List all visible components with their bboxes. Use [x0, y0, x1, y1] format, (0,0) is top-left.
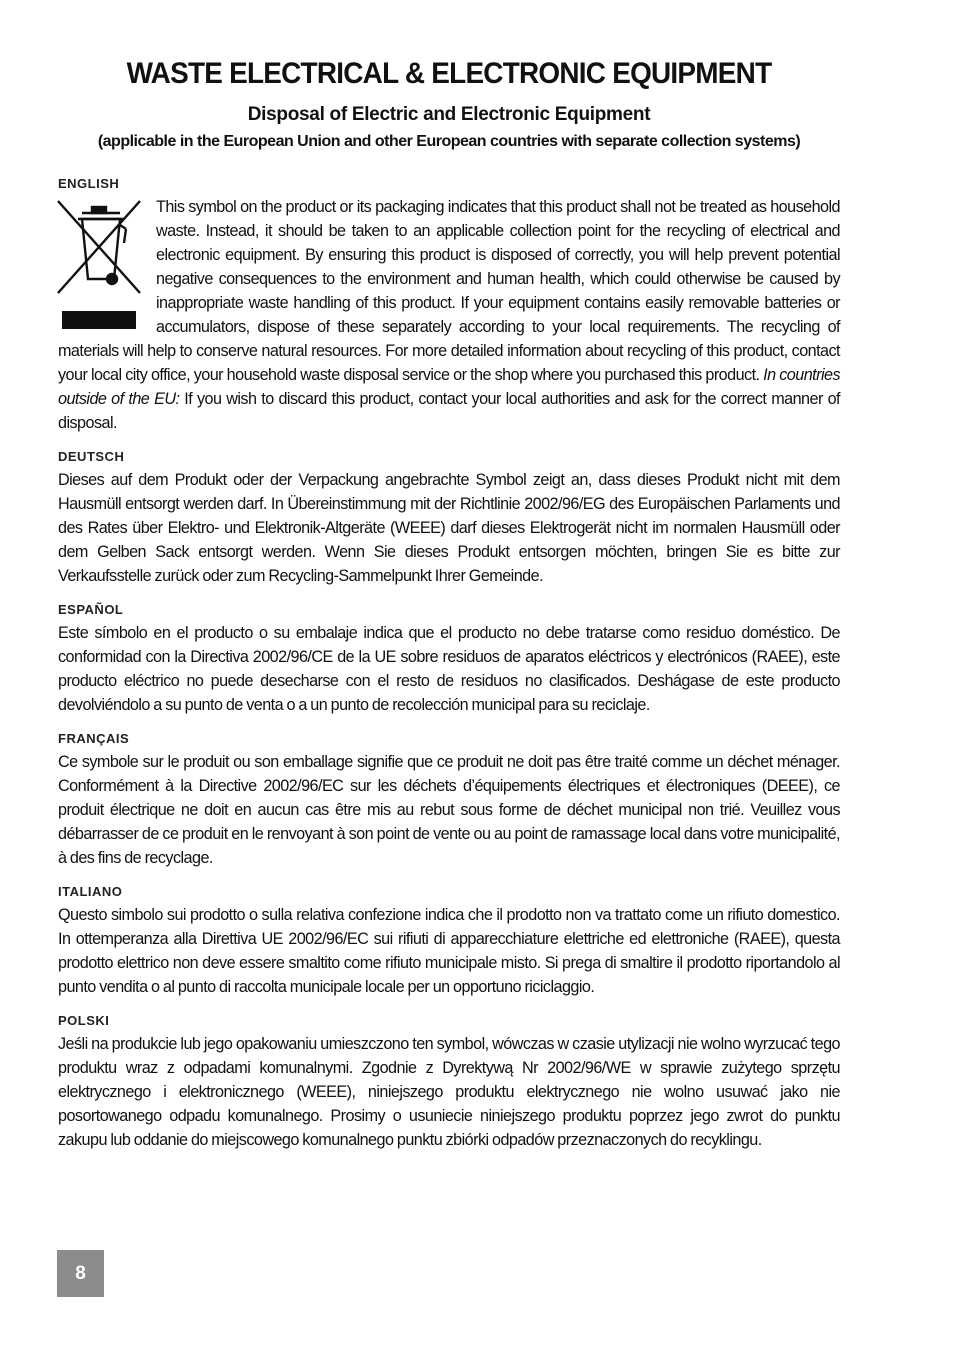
section-label-espanol: ESPAÑOL: [58, 602, 124, 617]
document-page: [58, 0, 840, 1152]
section-text-polski: Jeśli na produkcie lub jego opakowaniu umieszczono ten symbol, wówczas w czasie utylizacji nie wolno wyrzucać tego produktu wraz z odpadami komunalnymi. Zgodnie z Dyrektywą Nr 2002/96/WE w sprawie zużytego sprzętu elektrycznego i elektronicznego (WEEE), niniejszego produktu elektrycznego nie wolno usuwać jako nie posortowanego odpadu komunalnego. Prosimy o usuniecie niniejszego produktu poprzez jego zwrot do punktu zakupu lub oddanie do miejscowego komunalnego punktu zbiórki odpadów przeznaczonych do recyklingu.: [58, 1035, 840, 1149]
section-label-deutsch: DEUTSCH: [58, 449, 125, 464]
section-polski: [58, 1012, 840, 1152]
section-espanol: [58, 601, 840, 717]
section-text-espanol: Este símbolo en el producto o su embalaje indica que el producto no debe tratarse como residuo doméstico. De conformidad con la Directiva 2002/96/CE de la UE sobre residuos de aparatos eléctricos y electrónicos (RAEE), este producto eléctrico no puede desecharse con el resto de residuos no clasificados. Deshágase de este producto devolviéndolo a su punto de venta o a un punto de recolección municipal para su reciclaje.: [58, 624, 840, 714]
applicability-note: (applicable in the European Union and other European countries with separate collection systems): [97, 133, 801, 150]
section-label-polski: POLSKI: [58, 1013, 110, 1028]
section-english: [58, 175, 840, 435]
section-label-francais: FRANÇAIS: [58, 731, 130, 746]
section-text-english: This symbol on the product or its packaging indicates that this product shall not be treated as household waste. Instead, it should be taken to an applicable collection point for the recycling of electrical and electronic equipment. By ensuring this product is disposed of correctly, you will help prevent potential negative consequences to the environment and human health, which could otherwise be caused by inappropriate waste handling of this product. If your equipment contains easily removable batteries or accumulators, dispose of these separately according to your local requirements. The recycling of materials will help to conserve natural resources. For more detailed information about recycling of this product, contact your local city office, your household waste disposal service or the shop where you purchased this product. In countries outside of the EU: If you wish to discard this product, contact your local authorities and ask for the correct manner of disposal.: [58, 198, 841, 432]
section-text-deutsch: Dieses auf dem Produkt oder der Verpackung angebrachte Symbol zeigt an, dass dieses Produkt nicht mit dem Hausmüll entsorgt werden darf. In Übereinstimmung mit der Richtlinie 2002/96/EG des Europäischen Parlaments und des Rates über Elektro- und Elektronik-Altgeräte (WEEE) darf dieses Elektrogerät nicht im normalen Hausmüll oder dem Gelben Sack entsorgt werden. Wenn Sie dieses Produkt entsorgen möchten, bringen Sie es bitte zur Verkaufsstelle zurück oder zum Recycling-Sammelpunkt Ihrer Gemeinde.: [58, 471, 840, 585]
crossed-out-wheelie-bin-icon: [56, 199, 142, 333]
page-number: 8: [57, 1250, 104, 1297]
page-title: WASTE ELECTRICAL & ELECTRONIC EQUIPMENT: [126, 57, 772, 90]
section-label-italiano: ITALIANO: [58, 884, 123, 899]
section-italiano: [58, 883, 840, 999]
section-deutsch: [58, 448, 840, 588]
section-text-italiano: Questo simbolo sui prodotto o sulla relativa confezione indica che il prodotto non va trattato come un rifiuto domestico. In ottemperanza alla Direttiva UE 2002/96/EC sui rifiuti di apparecchiature elettriche ed elettroniche (RAEE), questa prodotto elettrico non deve essere smaltito come rifiuto municipale misto. Si prega di smaltire il prodotto riportandolo al punto vendita o al punto di raccolta municipale locale per un opportuno riciclaggio.: [58, 906, 840, 996]
section-text-francais: Ce symbole sur le produit ou son emballage signifie que ce produit ne doit pas être traité comme un déchet ménager. Conformément à la Directive 2002/96/EC sur les déchets d’équipements électriques et électroniques (DEEE), ce produit électrique ne doit en aucun cas être mis au rebut sous forme de déchet municipal non trié. Veuillez vous débarrasser de ce produit en le renvoyant à son point de vente ou au point de ramassage local dans votre municipalité, à des fins de recyclage.: [58, 753, 840, 867]
page-subtitle: Disposal of Electric and Electronic Equipment: [247, 104, 651, 125]
section-label-english: ENGLISH: [58, 176, 120, 191]
section-francais: [58, 730, 840, 870]
weee-black-bar: [62, 311, 136, 329]
